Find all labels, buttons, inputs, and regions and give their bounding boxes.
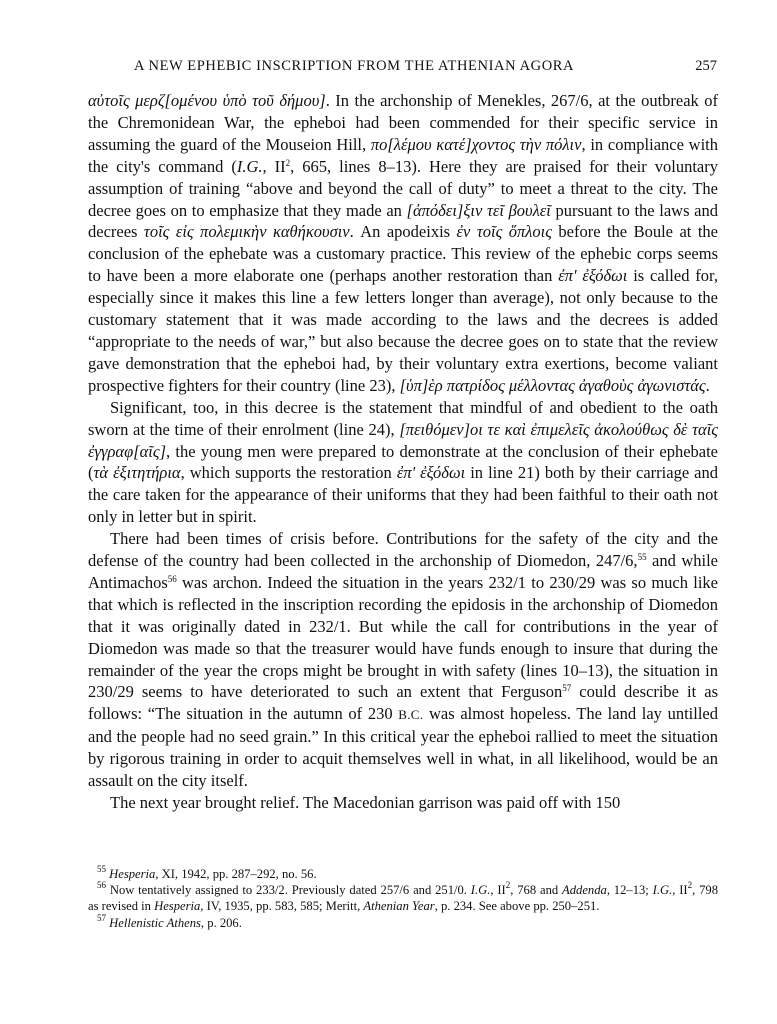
italic-text: Hellenistic Athens (109, 915, 201, 930)
italic-text: τὰ ἐξιτητήρια (93, 463, 181, 483)
running-title: A NEW EPHEBIC INSCRIPTION FROM THE ATHENIAN AGORA (134, 58, 575, 74)
italic-text: [πειθόμεν]οι τε καὶ ἐπιμελεῖς ἀκολούθως δὲ ταῖς ἐγγραφ[αῖς] (88, 419, 718, 461)
italic-text: I.G. (470, 883, 491, 898)
text-run: , in compliance with the city's command ( (88, 134, 718, 176)
text-run: was archon. Indeed the situation in the years 232/1 to 230/29 was so much like that which is reflected in the inscription recording the epidosis in the archonship of Diomedon that it was originally dated in 232/1. But while the call for contributions in the year of Diomedon was made so that the treasurer would have funds enough to insure that during the remainder of the year the crops might be brought in with safety (lines 10–13), the situation in 230/29 seems to have deteriorated to such an extent that Ferguson (88, 572, 718, 702)
italic-text: [ὑπ]ὲρ πατρίδος μέλλοντας ἀγαθοὺς ἀγωνιστάς (399, 375, 706, 395)
footnote (88, 912, 718, 931)
text-run: , 768 and (510, 883, 563, 898)
text-run: , 12–13; (606, 883, 653, 898)
text-run: , 665, lines 8–13). Here they are praised for their voluntary assumption of training “above and beyond the call of duty” to meet a threat to the city. The decree goes on to emphasize that they made an (88, 156, 718, 220)
italic-text: πο[λέμου κατέ]χοντος τὴν πόλιν (370, 134, 582, 154)
text-run: The next year brought relief. The Macedonian garrison was paid off with 150 (110, 793, 621, 812)
text-run: . An apodeixis (349, 222, 457, 242)
italic-text: I.G. (236, 156, 263, 176)
note-reference: 2 (285, 157, 291, 168)
italic-text: τοῖς εἰς πολεμικὴν καθήκουσιν (143, 222, 350, 242)
paragraph (88, 90, 718, 397)
footnotes (88, 866, 718, 931)
text-run: B.C. (398, 707, 424, 723)
note-reference: 55 (637, 552, 647, 563)
text-run: , IV, 1935, pp. 583, 585; Meritt, (200, 899, 364, 914)
text-run: , p. 234. See above pp. 250–251. (434, 899, 600, 914)
running-header (102, 58, 717, 78)
italic-text: ἐπ' ἐξόδωι (558, 266, 628, 286)
text-run: Now tentatively assigned to 233/2. Previously dated 257/6 and 251/0. (106, 883, 471, 898)
note-reference: 56 (97, 880, 106, 891)
italic-text: ἐν τοῖς ὅπλοις (456, 222, 552, 242)
text-run: before the Boule at the conclusion of the ephebate was a customary practice. This review of the ephebic corps seems to have been a more elaborate one (perhaps another restoration than (88, 222, 718, 286)
italic-text: Hesperia (154, 899, 201, 914)
paragraph (88, 792, 718, 814)
text-run: , which supports the restoration (180, 463, 397, 483)
text-run: , XI, 1942, pp. 287–292, no. 56. (155, 867, 317, 881)
paragraph (88, 528, 718, 792)
note-reference: 57 (97, 912, 106, 923)
note-reference: 57 (562, 683, 572, 694)
page-number: 257 (695, 58, 717, 74)
text-run: , II (262, 156, 286, 176)
note-reference: 2 (687, 880, 693, 891)
text-run: could describe it as follows: “The situation in the autumn of 230 (88, 682, 718, 724)
text-run: . (705, 375, 710, 395)
text-run: was almost hopeless. The land lay untilled and the people had no seed grain.” In this critical year the epheboi rallied to meet the situation by rigorous training in order to acquit themselves well in what, in all likelihood, would be an assault on the city itself. (88, 704, 718, 791)
text-run: There had been times of crisis before. Contributions for the safety of the city and the defense of the country had been collected in the archonship of Diomedon, 247/6, (88, 529, 718, 571)
text-run: , II (672, 883, 688, 898)
paragraph (88, 397, 718, 528)
text-run: and while Antimachos (88, 551, 718, 592)
italic-text: Hesperia (109, 867, 156, 881)
italic-text: [ἀπόδει]ξιν τεῖ βουλεῖ (406, 200, 551, 220)
italic-text: I.G. (652, 883, 673, 898)
text-run: in line 21) both by their carriage and the care taken for the appearance of their uniforms that they had been faithful to their oath not only in letter but in spirit. (88, 463, 718, 527)
text-run: , II (490, 883, 506, 898)
text-run: is called for, especially since it makes this line a few letters longer than average), not only because to the customary statement that it was made according to the laws and the decrees is added “appropriate to the needs of war,” but also because the decree goes on to state that the review gave demonstration that the epheboi had, by their voluntary extra exertions, become valiant prospective fighters for their country (line 23), (88, 266, 718, 395)
footnote (88, 866, 718, 882)
note-reference: 2 (505, 880, 511, 891)
text-run: Significant, too, in this decree is the statement that mindful of and obedient to the oath sworn at the time of their enrolment (line 24), (88, 397, 718, 439)
text-run: pursuant to the laws and decrees (88, 200, 718, 242)
note-reference: 56 (167, 573, 177, 584)
italic-text: ἐπ' ἐξόδωι (396, 463, 466, 483)
italic-text: Athenian Year (363, 899, 435, 914)
text-run: , the young men were prepared to demonstrate at the conclusion of their ephebate ( (88, 441, 718, 483)
italic-text: Addenda (562, 883, 607, 898)
text-run: , p. 206. (200, 915, 242, 930)
text-run: , 798 as revised in (88, 883, 719, 914)
main-text (88, 90, 718, 814)
text-run: . In the archonship of Menekles, 267/6, at the outbreak of the Chremonidean War, the epheboi had been commended for their specific service in assuming the guard of the Mouseion Hill, (88, 91, 718, 154)
note-reference: 55 (97, 864, 106, 874)
italic-text: αὐτοῖς μερζ[ομένου ὑπὸ τοῦ δήμου] (88, 91, 326, 110)
footnote (88, 882, 718, 914)
